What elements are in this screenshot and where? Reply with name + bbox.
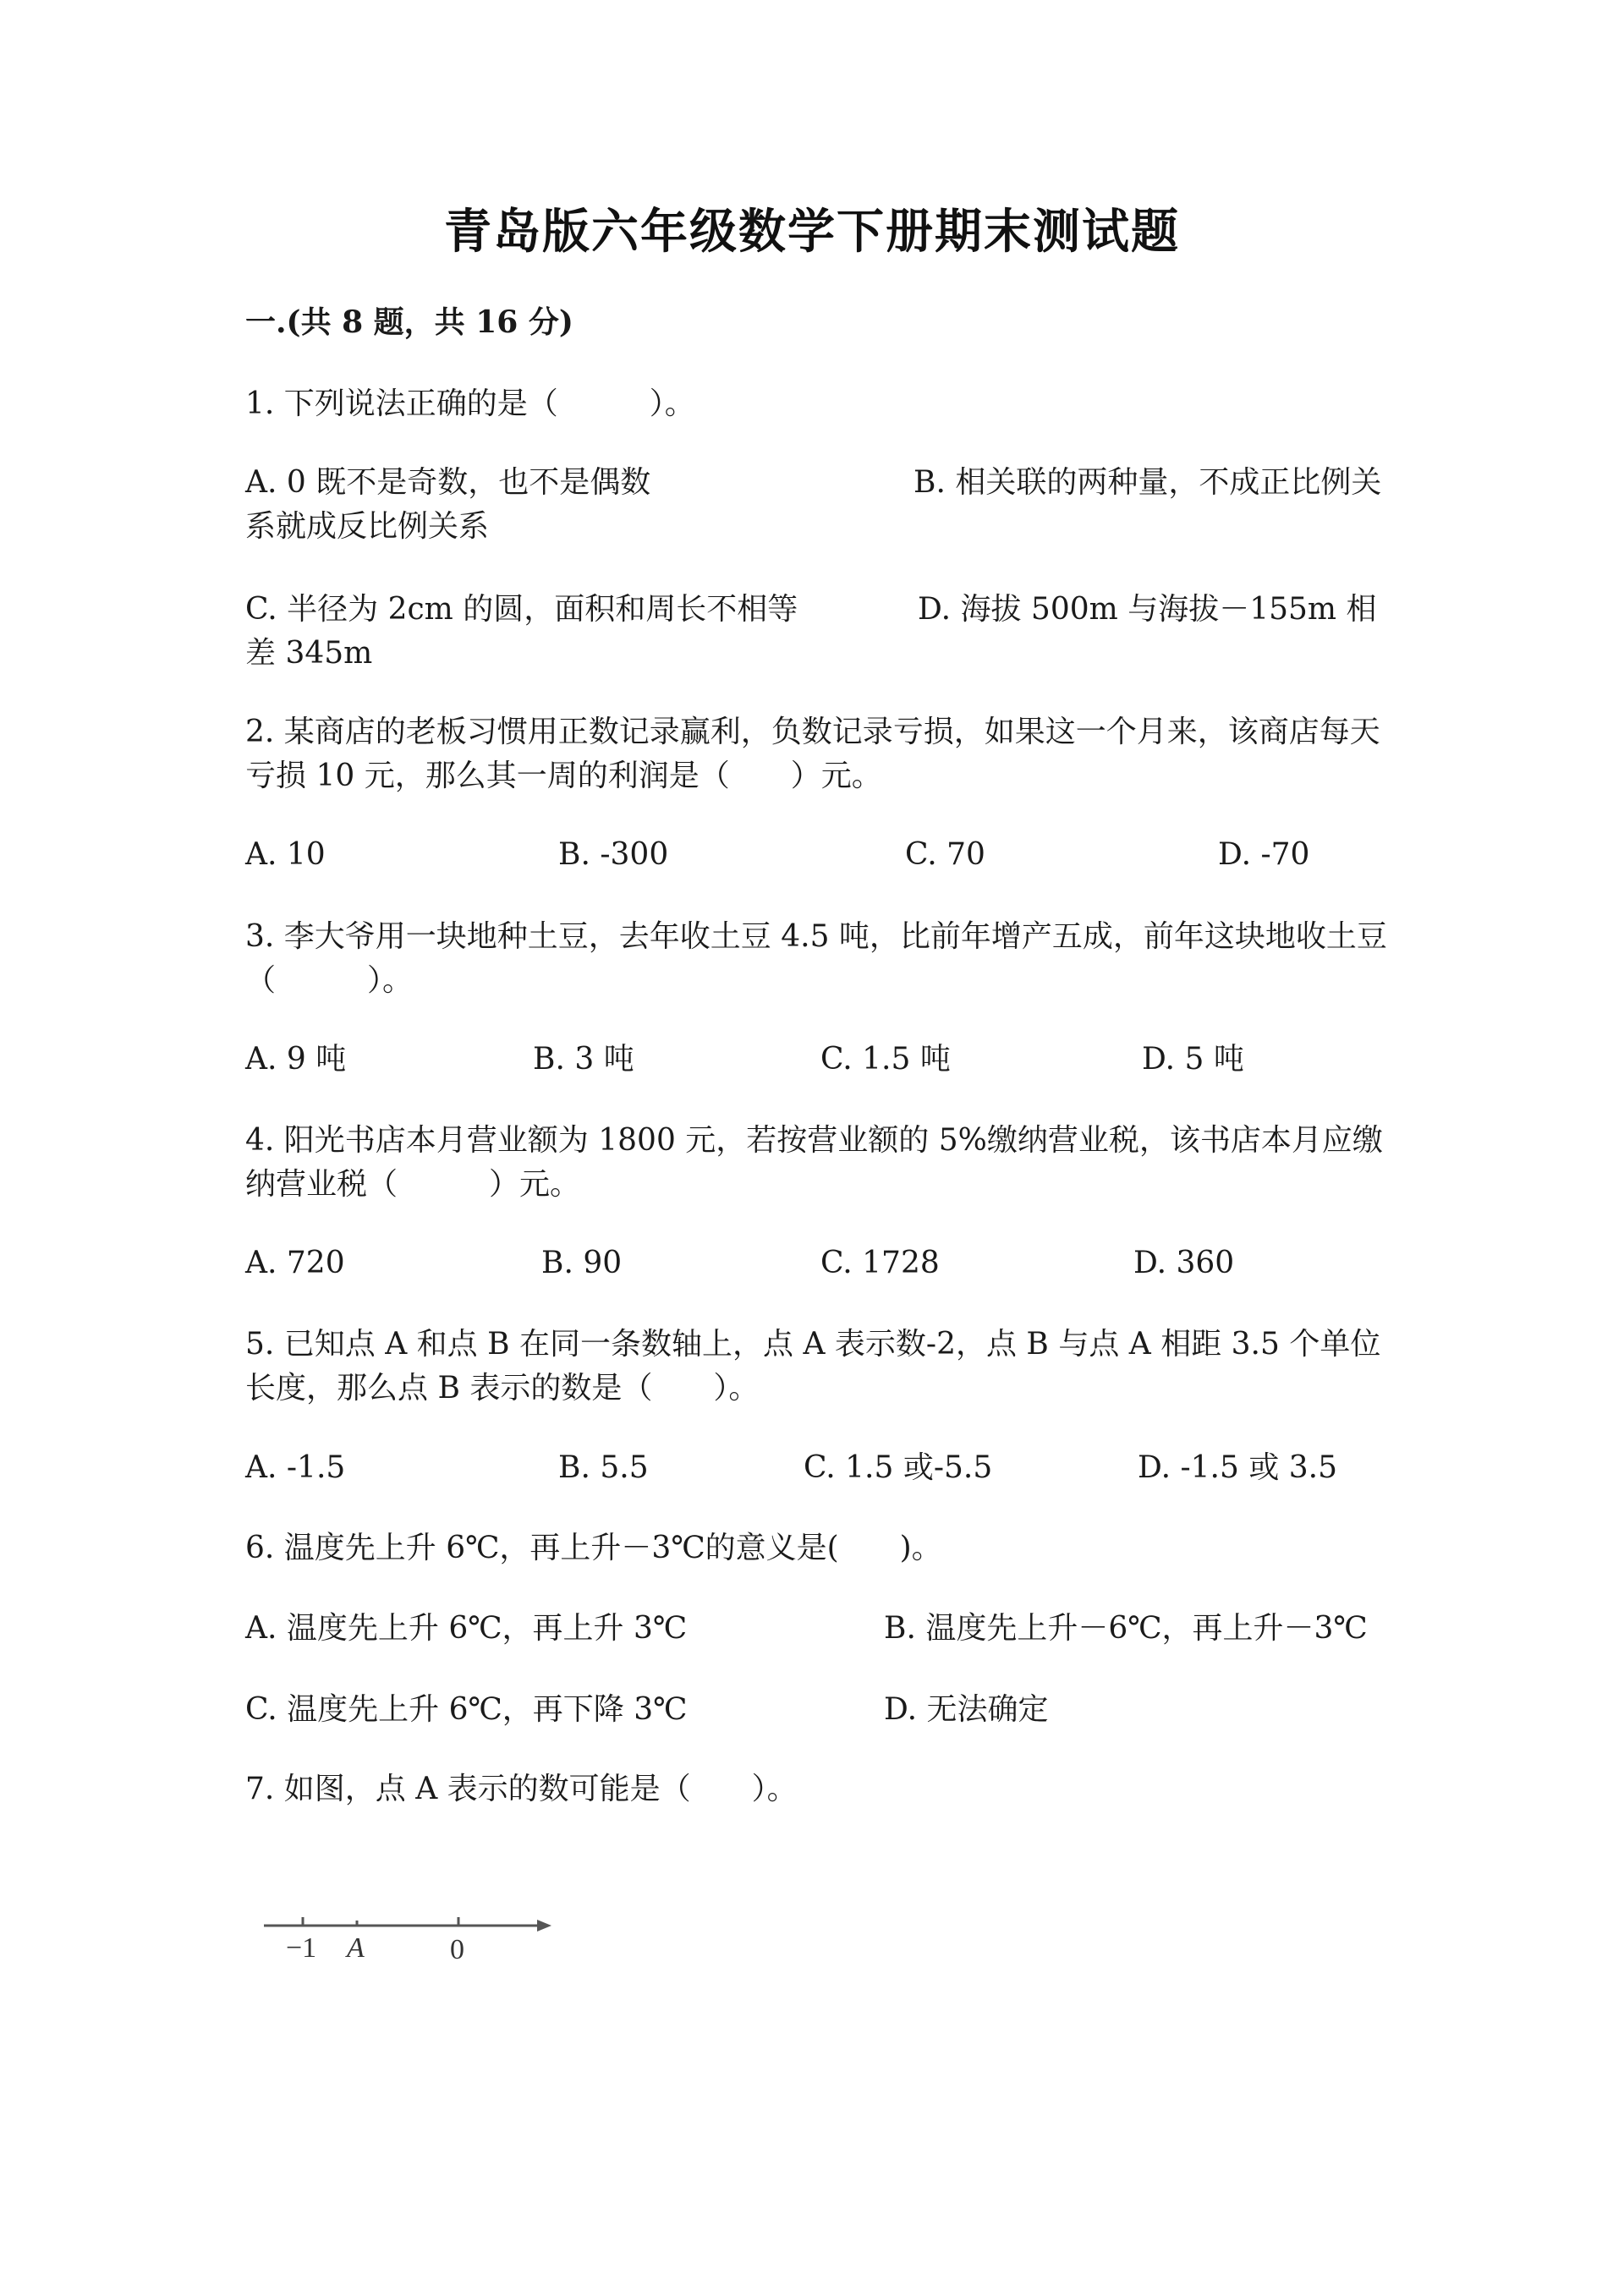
- question-5-stem: 5. 已知点 A 和点 B 在同一条数轴上，点 A 表示数-2，点 B 与点 A 相距 3.5 个单位长度，那么点 B 表示的数是（ ）。: [245, 1327, 1381, 1406]
- question-3-option-d: D. 5 吨: [1142, 1042, 1244, 1077]
- number-line-label-zero: 0: [450, 1934, 464, 1965]
- question-1-stem: 1. 下列说法正确的是（ ）。: [245, 386, 695, 421]
- question-3-option-a: A. 9 吨: [245, 1042, 347, 1077]
- question-6-stem: 6. 温度先上升 6℃，再上升－3℃的意义是( )。: [245, 1531, 942, 1565]
- question-1-option-c: C. 半径为 2cm 的圆，面积和周长不相等: [245, 592, 798, 627]
- question-4-stem: 4. 阳光书店本月营业额为 1800 元，若按营业额的 5%缴纳营业税，该书店本月应缴纳营业税（ ）元。: [245, 1123, 1383, 1202]
- question-5-option-c: C. 1.5 或-5.5: [804, 1450, 993, 1485]
- section-heading: 一.(共 8 题，共 16 分): [245, 304, 573, 340]
- number-line-label-minus-one: −1: [286, 1932, 317, 1964]
- question-5-option-d: D. -1.5 或 3.5: [1138, 1450, 1338, 1485]
- number-line-label-point-a: A: [347, 1932, 365, 1964]
- question-5-option-b: B. 5.5: [558, 1450, 649, 1485]
- question-7-stem: 7. 如图，点 A 表示的数可能是（ ）。: [245, 1772, 798, 1806]
- question-4-option-c: C. 1728: [820, 1246, 940, 1280]
- question-2-stem: 2. 某商店的老板习惯用正数记录赢利，负数记录亏损，如果这一个月来，该商店每天亏损 10 元，那么其一周的利润是（ ）元。: [245, 715, 1380, 793]
- question-3-option-c: C. 1.5 吨: [820, 1042, 951, 1077]
- question-2-option-a: A. 10: [245, 837, 326, 872]
- question-6-option-a: A. 温度先上升 6℃，再上升 3℃: [245, 1611, 688, 1646]
- question-6-option-d: D. 无法确定: [884, 1692, 1049, 1727]
- question-1-option-a: A. 0 既不是奇数，也不是偶数: [245, 465, 651, 500]
- question-6-option-c: C. 温度先上升 6℃，再下降 3℃: [245, 1692, 688, 1727]
- question-2-option-b: B. -300: [558, 837, 669, 872]
- question-5-option-a: A. -1.5: [245, 1450, 346, 1485]
- question-3-option-b: B. 3 吨: [533, 1042, 634, 1077]
- question-6-option-b: B. 温度先上升－6℃，再上升－3℃: [884, 1611, 1368, 1646]
- question-1-option-d: D. 海拔 500m 与海拔－155m 相差 345m: [245, 592, 1377, 671]
- question-4-option-d: D. 360: [1133, 1246, 1235, 1280]
- question-2-option-c: C. 70: [905, 837, 985, 872]
- question-3-stem: 3. 李大爷用一块地种土豆，去年收土豆 4.5 吨，比前年增产五成，前年这块地收土豆（ ）。: [245, 919, 1387, 998]
- number-line-figure: [262, 1907, 558, 1983]
- question-1-option-b: B. 相关联的两种量，不成正比例关系就成反比例关系: [245, 465, 1382, 544]
- question-4-option-a: A. 720: [245, 1246, 345, 1280]
- page-title: 青岛版六年级数学下册期末测试题: [444, 204, 1180, 260]
- question-4-option-b: B. 90: [541, 1246, 623, 1280]
- question-2-option-d: D. -70: [1218, 837, 1310, 872]
